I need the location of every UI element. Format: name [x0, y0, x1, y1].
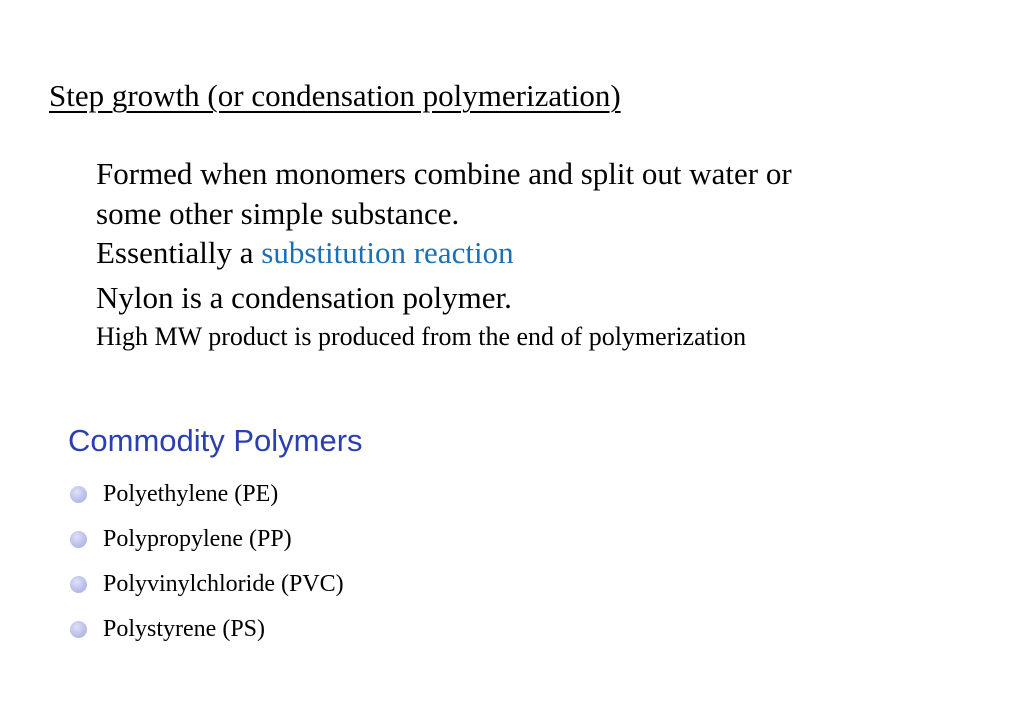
commodity-polymers-list: [70, 472, 344, 652]
high-mw-line: High MW product is produced from the end of polymerization: [96, 322, 747, 351]
reaction-type-prefix: Essentially a: [96, 235, 262, 270]
bullet-icon: [70, 531, 87, 548]
slide-title: Step growth (or condensation polymerization): [49, 78, 621, 113]
list-item: [70, 562, 344, 607]
commodity-polymers-heading: Commodity Polymers: [68, 423, 363, 458]
reaction-type-line: [96, 233, 514, 273]
bullet-icon: [70, 621, 87, 638]
list-item-label: Polypropylene (PP): [103, 526, 292, 552]
definition-line-2: some other simple substance.: [96, 196, 460, 231]
list-item: [70, 472, 344, 517]
nylon-line: Nylon is a condensation polymer.: [96, 280, 512, 315]
list-item-label: Polyvinylchloride (PVC): [103, 571, 344, 597]
list-item: [70, 517, 344, 562]
definition-line-1: Formed when monomers combine and split out water or: [96, 156, 792, 191]
list-item-label: Polyethylene (PE): [103, 481, 279, 507]
list-item: [70, 607, 344, 652]
list-item-label: Polystyrene (PS): [103, 616, 265, 642]
bullet-icon: [70, 576, 87, 593]
reaction-type-highlight: substitution reaction: [261, 235, 514, 270]
bullet-icon: [70, 486, 87, 503]
